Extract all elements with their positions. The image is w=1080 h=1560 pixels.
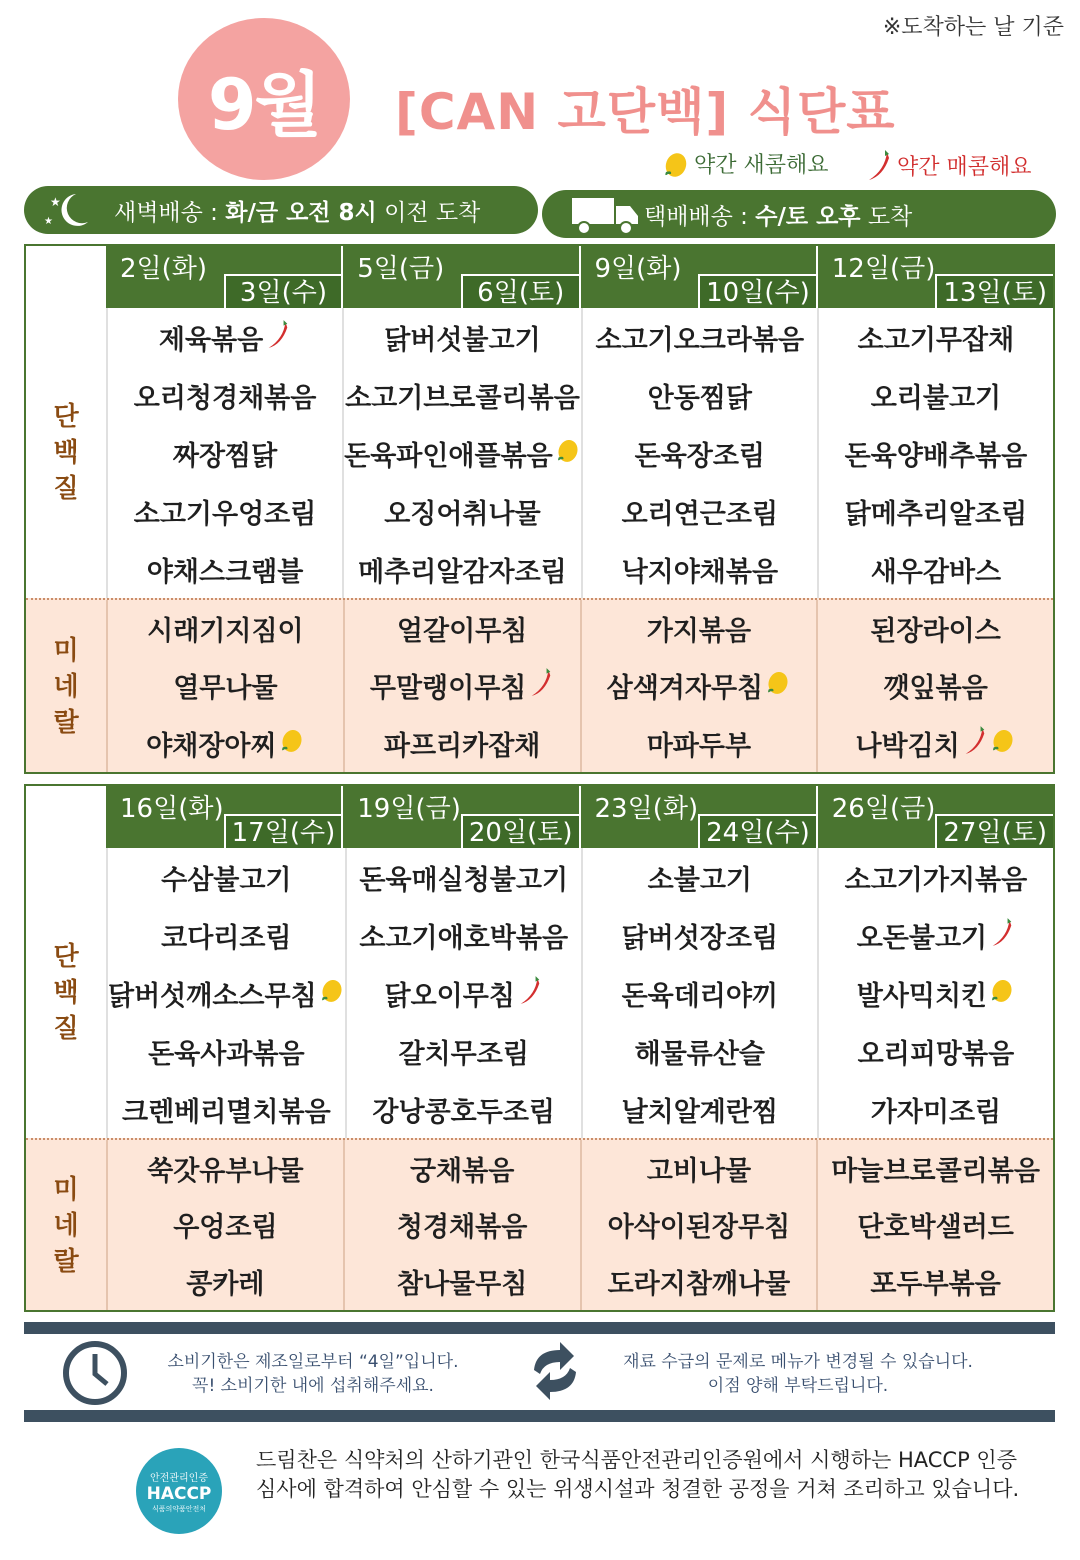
- expiry-notice: [148, 1350, 478, 1398]
- menu-item-name: 고비나물: [646, 1155, 752, 1187]
- menu-item: [845, 492, 1028, 531]
- chili-icon: [962, 724, 988, 763]
- menu-item-name: 무말랭이무침: [369, 673, 527, 705]
- label-char: 질: [53, 1014, 79, 1044]
- menu-item-name: 아삭이된장무침: [607, 1212, 791, 1244]
- lemon-icon: [555, 436, 581, 471]
- date-cell: [343, 786, 580, 848]
- menu-item: [857, 916, 1015, 955]
- menu-item-name: 날치알계란찜: [621, 1096, 779, 1128]
- lemon-icon: [662, 149, 690, 179]
- menu-item-name: 마늘브로콜리볶음: [831, 1155, 1040, 1187]
- menu-item: [359, 858, 568, 897]
- menu-item-name: 소고기오크라볶음: [595, 324, 805, 356]
- date-second: 20일(토): [461, 814, 579, 848]
- menu-item-name: 오징어취나물: [384, 498, 541, 530]
- menu-item-name: 된장라이스: [870, 616, 1001, 648]
- mineral-columns: [106, 1140, 1053, 1310]
- chili-icon: [865, 148, 893, 182]
- chili-icon: [989, 916, 1015, 955]
- menu-item: [622, 974, 779, 1013]
- menu-item-name: 낙지야채볶음: [621, 556, 779, 588]
- page-title: [CAN 고단백] 식단표: [395, 83, 896, 141]
- lemon-icon: [319, 976, 345, 1011]
- date-second: 24일(수): [698, 814, 816, 848]
- lemon-icon: [765, 668, 791, 703]
- date-first: 2일(화): [120, 254, 208, 284]
- haccp-top: 안전관리인증: [150, 1472, 208, 1484]
- menu-item: [359, 916, 568, 955]
- mineral-label: [26, 1140, 106, 1312]
- mineral-columns: [106, 600, 1053, 772]
- menu-item: [857, 1205, 1014, 1244]
- date-cell: [343, 246, 580, 308]
- lemon-icon: [989, 976, 1015, 1011]
- menu-item: [399, 1032, 529, 1071]
- date-first: 9일(화): [594, 254, 682, 284]
- dawn-label: 새벽배송 :: [114, 199, 218, 226]
- change-line1: 재료 수급의 문제로 메뉴가 변경될 수 있습니다.: [623, 1352, 973, 1372]
- date-cell: [106, 786, 343, 848]
- menu-item: [635, 1032, 765, 1071]
- menu-item: [622, 916, 779, 955]
- menu-item: [173, 666, 277, 705]
- menu-item-name: 돈육사과볶음: [148, 1038, 305, 1070]
- menu-item-name: 우엉조림: [173, 1212, 278, 1244]
- menu-item: [647, 609, 751, 648]
- menu-item: [622, 492, 779, 531]
- date-second: 10일(수): [698, 274, 816, 308]
- month-badge: [178, 18, 350, 180]
- date-second: 27일(토): [935, 814, 1053, 848]
- label-char: 미: [53, 1175, 79, 1205]
- menu-block-week1: [24, 244, 1055, 774]
- legend-spicy: [865, 148, 1032, 182]
- menu-item-name: 열무나물: [173, 673, 278, 705]
- menu-item: [608, 1205, 791, 1244]
- parcel-label: 택배배송 :: [644, 203, 748, 230]
- menu-block-week2: [24, 784, 1055, 1312]
- label-char: 랄: [53, 708, 79, 738]
- parcel-delivery-banner: [542, 190, 1056, 238]
- menu-item: [397, 1205, 527, 1244]
- date-second: 3일(수): [224, 274, 342, 308]
- menu-item-name: 제육볶음: [158, 324, 264, 356]
- menu-item: [385, 974, 543, 1013]
- menu-item: [370, 666, 555, 705]
- menu-item: [108, 974, 345, 1013]
- date-first: 26일(금): [831, 794, 936, 824]
- menu-item-name: 안동찜닭: [647, 382, 752, 414]
- month-label: 9월: [207, 63, 321, 146]
- protein-label: [26, 308, 106, 598]
- menu-item-name: 새우감바스: [870, 556, 1002, 588]
- menu-item: [871, 1090, 1001, 1129]
- moon-icon: [38, 190, 98, 230]
- menu-item: [647, 724, 751, 763]
- date-first: 12일(금): [831, 254, 936, 284]
- menu-item: [345, 376, 580, 415]
- menu-item-name: 파프리카잡채: [383, 730, 541, 762]
- menu-item-name: 해물류산슬: [634, 1038, 766, 1070]
- menu-item-name: 궁채볶음: [409, 1155, 515, 1187]
- menu-item: [647, 1149, 751, 1188]
- mineral-section: [26, 598, 1053, 772]
- protein-columns: [106, 848, 1053, 1138]
- legend-sour-label: 약간 새콤해요: [694, 153, 829, 178]
- menu-item: [845, 434, 1028, 473]
- menu-column: [106, 848, 345, 1138]
- menu-column: [343, 1140, 580, 1310]
- menu-item-name: 야채스크램블: [146, 556, 304, 588]
- expiry-line1: 소비기한은 제조일로부터 “4일”입니다.: [167, 1352, 459, 1372]
- menu-item: [622, 550, 779, 589]
- chili-icon: [265, 318, 291, 357]
- haccp-logo: [136, 1448, 222, 1534]
- label-char: 네: [53, 672, 79, 702]
- menu-item-name: 닭메추리알조림: [844, 498, 1028, 530]
- menu-item: [173, 434, 277, 473]
- refresh-arrows-icon: [524, 1340, 586, 1402]
- menu-item-name: 소고기우엉조림: [133, 498, 317, 530]
- protein-columns: [106, 308, 1053, 598]
- menu-item: [384, 492, 541, 531]
- menu-item-name: 크렌베리멸치볶음: [122, 1096, 331, 1128]
- menu-item: [122, 1090, 331, 1129]
- menu-item-name: 오리청경채볶음: [133, 382, 317, 414]
- date-header-row: [106, 246, 1053, 308]
- menu-item: [871, 376, 1001, 415]
- dawn-time: 화/금 오전 8시: [225, 199, 377, 226]
- menu-item-name: 코다리조림: [161, 922, 292, 954]
- menu-item: [871, 550, 1001, 589]
- date-header-row: [106, 786, 1053, 848]
- menu-column: [106, 308, 342, 598]
- menu-item: [161, 916, 291, 955]
- label-char: 백: [53, 438, 79, 468]
- menu-item-name: 가지볶음: [646, 616, 752, 648]
- date-second: 17일(수): [224, 814, 342, 848]
- date-first: 23일(화): [594, 794, 699, 824]
- protein-label: [26, 848, 106, 1138]
- menu-item: [384, 318, 541, 357]
- info-divider-top: [24, 1322, 1055, 1334]
- menu-column: [816, 600, 1053, 772]
- menu-item: [173, 1205, 277, 1244]
- menu-item-name: 소고기가지볶음: [844, 864, 1028, 896]
- label-char: 랄: [53, 1247, 79, 1277]
- menu-item-name: 오돈불고기: [856, 922, 988, 954]
- menu-item: [397, 609, 527, 648]
- parcel-suffix: 도착: [867, 203, 913, 230]
- menu-item-name: 소불고기: [647, 864, 752, 896]
- label-char: 질: [53, 474, 79, 504]
- menu-change-notice: [608, 1350, 988, 1398]
- menu-item-name: 깻잎볶음: [883, 673, 988, 705]
- menu-item-name: 오리피망볶음: [857, 1038, 1015, 1070]
- protein-section: [26, 308, 1053, 598]
- menu-item: [648, 376, 752, 415]
- menu-item: [159, 318, 291, 357]
- menu-item-name: 돈육데리야끼: [621, 980, 779, 1012]
- menu-item: [146, 724, 304, 763]
- svg-text:★: ★: [50, 195, 61, 209]
- lemon-icon: [279, 726, 305, 761]
- menu-item: [870, 609, 1000, 648]
- menu-item-name: 돈육장조림: [634, 440, 766, 472]
- menu-item-name: 소고기브로콜리볶음: [345, 382, 580, 414]
- haccp-bottom: 식품의약품안전처: [151, 1504, 207, 1513]
- chili-icon: [528, 666, 554, 705]
- menu-item: [648, 858, 752, 897]
- menu-item: [608, 1262, 791, 1301]
- label-char: 단: [53, 942, 79, 972]
- menu-item: [147, 609, 304, 648]
- menu-column: [106, 600, 343, 772]
- date-second: 6일(토): [461, 274, 579, 308]
- menu-item-name: 얼갈이무침: [396, 616, 528, 648]
- menu-item: [595, 318, 804, 357]
- menu-item-name: 메추리알감자조림: [358, 556, 567, 588]
- menu-item: [147, 1149, 304, 1188]
- menu-item-name: 발사믹치킨: [856, 980, 988, 1012]
- date-cell: [581, 246, 818, 308]
- menu-item: [372, 1090, 555, 1129]
- menu-item: [855, 724, 1015, 763]
- menu-column: [342, 308, 581, 598]
- haccp-statement: 드림찬은 식약처의 산하기관인 한국식품안전관리인증원에서 시행하는 HACCP 인증 심사에 합격하여 안심할 수 있는 위생시설과 청결한 공정을 거쳐 조리하고 있습니다.: [256, 1448, 1020, 1501]
- menu-item: [410, 1149, 514, 1188]
- dawn-suffix: 이전 도착: [384, 199, 481, 226]
- menu-item: [134, 376, 317, 415]
- menu-item-name: 야채장아찌: [146, 730, 277, 762]
- menu-item-name: 소고기애호박볶음: [359, 922, 569, 954]
- menu-item-name: 오리연근조림: [621, 498, 779, 530]
- chili-icon: [517, 974, 543, 1013]
- menu-item-name: 청경채볶음: [396, 1212, 528, 1244]
- menu-item-name: 도라지참깨나물: [607, 1269, 791, 1301]
- label-char: 네: [53, 1211, 79, 1241]
- menu-item-name: 나박김치: [855, 730, 960, 762]
- mineral-label: [26, 600, 106, 774]
- mineral-section: [26, 1138, 1053, 1310]
- menu-item: [134, 492, 317, 531]
- truck-icon: [570, 192, 642, 236]
- protein-section: [26, 848, 1053, 1138]
- menu-item: [148, 1032, 305, 1071]
- menu-item-name: 오리불고기: [870, 382, 1002, 414]
- menu-item-name: 소고기무잡채: [857, 324, 1015, 356]
- menu-column: [581, 308, 817, 598]
- menu-item: [858, 1032, 1015, 1071]
- date-second: 13일(토): [935, 274, 1053, 308]
- date-first: 19일(금): [357, 794, 461, 824]
- menu-item-name: 닭버섯깨소스무침: [108, 980, 317, 1012]
- menu-column: [580, 600, 817, 772]
- lemon-icon: [990, 726, 1016, 761]
- menu-item: [870, 1262, 1000, 1301]
- menu-item: [857, 974, 1015, 1013]
- menu-column: [817, 308, 1053, 598]
- menu-column: [816, 1140, 1053, 1310]
- menu-item-name: 참나물무침: [396, 1269, 528, 1301]
- menu-item: [607, 666, 792, 705]
- menu-item-name: 삼색겨자무침: [606, 673, 764, 705]
- haccp-main: HACCP: [146, 1483, 212, 1504]
- menu-item: [622, 1090, 779, 1129]
- change-line2: 이점 양해 부탁드립니다.: [707, 1376, 889, 1396]
- date-cell: [818, 246, 1053, 308]
- menu-item-name: 닭오이무침: [384, 980, 515, 1012]
- menu-item-name: 마파두부: [646, 730, 752, 762]
- info-divider-bottom: [24, 1410, 1055, 1422]
- svg-text:★: ★: [44, 216, 53, 227]
- menu-item-name: 강낭콩호두조림: [372, 1096, 555, 1128]
- menu-item-name: 포두부볶음: [870, 1269, 1001, 1301]
- label-char: 단: [53, 402, 79, 432]
- clock-icon: [62, 1340, 128, 1406]
- date-first: 16일(화): [120, 794, 224, 824]
- date-cell: [106, 246, 343, 308]
- menu-column: [345, 848, 581, 1138]
- menu-item-name: 시래기지짐이: [147, 616, 304, 648]
- legend-sour: [662, 148, 829, 179]
- menu-item: [384, 724, 541, 763]
- menu-item-name: 콩카레: [186, 1269, 265, 1301]
- date-first: 5일(금): [357, 254, 445, 284]
- parcel-time: 수/토 오후: [755, 203, 861, 230]
- menu-item-name: 갈치무조림: [398, 1038, 529, 1070]
- menu-column: [106, 1140, 343, 1310]
- menu-item-name: 닭버섯불고기: [384, 324, 541, 356]
- dawn-delivery-banner: [24, 186, 538, 234]
- menu-item-name: 짜장찜닭: [172, 440, 278, 472]
- menu-item: [358, 550, 567, 589]
- menu-item: [161, 858, 291, 897]
- menu-column: [343, 600, 580, 772]
- menu-item-name: 돈육매실청불고기: [359, 864, 569, 896]
- menu-item: [186, 1262, 264, 1301]
- date-cell: [581, 786, 818, 848]
- menu-item-name: 수삼불고기: [161, 864, 292, 896]
- expiry-line2: 꼭! 소비기한 내에 섭취해주세요.: [192, 1376, 434, 1396]
- arrival-note: ※도착하는 날 기준: [882, 15, 1064, 40]
- menu-column: [581, 848, 817, 1138]
- label-char: 미: [53, 636, 79, 666]
- label-char: 백: [53, 978, 79, 1008]
- menu-item-name: 돈육양배추볶음: [844, 440, 1028, 472]
- menu-item: [858, 318, 1015, 357]
- menu-item-name: 가자미조림: [870, 1096, 1002, 1128]
- date-cell: [818, 786, 1053, 848]
- menu-item: [397, 1262, 527, 1301]
- menu-column: [580, 1140, 817, 1310]
- menu-item: [147, 550, 304, 589]
- menu-item-name: 닭버섯장조림: [621, 922, 779, 954]
- menu-item: [635, 434, 765, 473]
- menu-item-name: 쑥갓유부나물: [147, 1155, 304, 1187]
- menu-item-name: 단호박샐러드: [857, 1212, 1014, 1244]
- menu-column: [817, 848, 1053, 1138]
- menu-item: [831, 1149, 1040, 1188]
- menu-item: [883, 666, 987, 705]
- menu-item: [845, 858, 1028, 897]
- menu-item: [344, 434, 581, 473]
- legend-spicy-label: 약간 매콤해요: [897, 154, 1032, 180]
- menu-item-name: 돈육파인애플볶음: [344, 440, 553, 472]
